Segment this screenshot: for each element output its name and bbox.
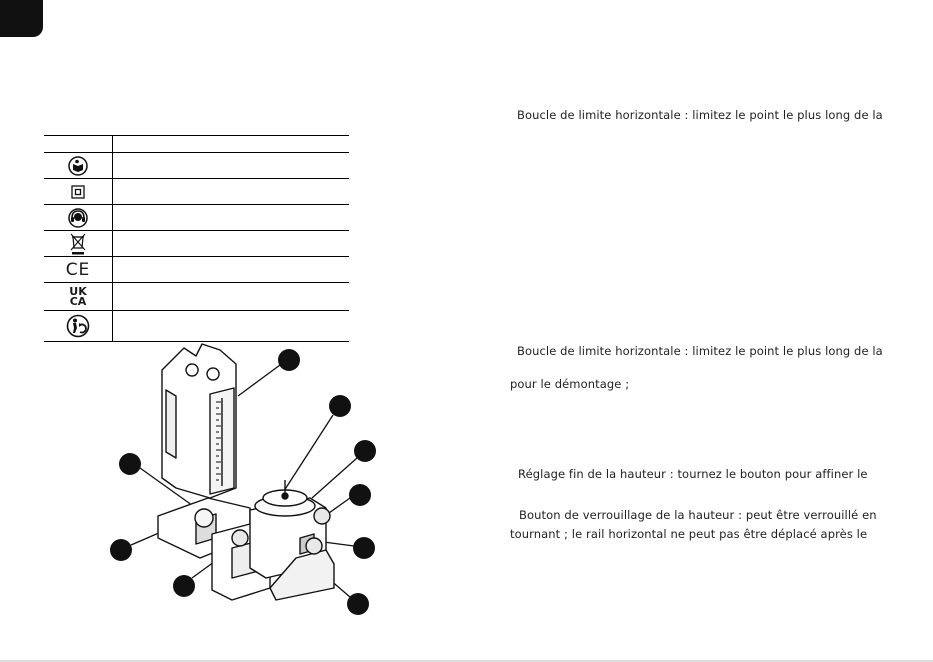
description-cell xyxy=(113,283,350,311)
ukca-line-2: CA xyxy=(69,294,87,308)
callout-marker xyxy=(347,593,369,615)
table-row xyxy=(44,179,349,205)
text-line: Boucle de limite horizontale : limitez le point le plus long de la xyxy=(517,344,883,358)
device-illustration xyxy=(100,338,390,628)
section-tab-marker xyxy=(0,0,43,37)
callout-marker xyxy=(353,537,375,559)
text-line: Boucle de limite horizontale : limitez le point le plus long de la xyxy=(517,108,883,122)
recycle-person-icon xyxy=(66,314,90,338)
table-row xyxy=(44,283,349,311)
table-row xyxy=(44,153,349,179)
callout-marker xyxy=(110,539,132,561)
ce-mark-icon: CE xyxy=(65,259,91,280)
callout-marker xyxy=(119,453,141,475)
height-rail xyxy=(162,344,236,498)
table-row xyxy=(44,257,349,283)
description-cell xyxy=(113,311,350,342)
weee-bin-icon xyxy=(70,233,86,255)
header-description-cell xyxy=(113,136,350,153)
text-line: Bouton de verrouillage de la hauteur : peut être verrouillé en xyxy=(519,508,877,522)
header-icon-cell xyxy=(44,136,113,153)
text-line: pour le démontage ; xyxy=(510,377,630,391)
table-row xyxy=(44,205,349,231)
double-insulation-icon xyxy=(71,185,85,199)
callout-marker xyxy=(173,575,195,597)
description-cell xyxy=(113,257,350,283)
ukca-line-1: UK xyxy=(69,284,87,298)
text-line: tournant ; le rail horizontal ne peut pas être déplacé après le xyxy=(510,527,868,541)
text-line: Réglage fin de la hauteur : tournez le bouton pour affiner le xyxy=(518,467,868,481)
read-manual-icon xyxy=(68,156,88,176)
description-cell xyxy=(113,231,350,257)
callout-marker xyxy=(329,395,351,417)
table-header-row xyxy=(44,136,349,153)
symbols-table xyxy=(44,135,349,342)
callout-marker xyxy=(354,440,376,462)
table-row xyxy=(44,231,349,257)
ear-protection-icon xyxy=(68,208,88,228)
description-cell xyxy=(113,179,350,205)
ukca-mark-icon xyxy=(44,284,112,308)
description-cell xyxy=(113,205,350,231)
table-row xyxy=(44,311,349,342)
callout-marker xyxy=(349,484,371,506)
description-cell xyxy=(113,153,350,179)
callout-marker xyxy=(278,349,300,371)
